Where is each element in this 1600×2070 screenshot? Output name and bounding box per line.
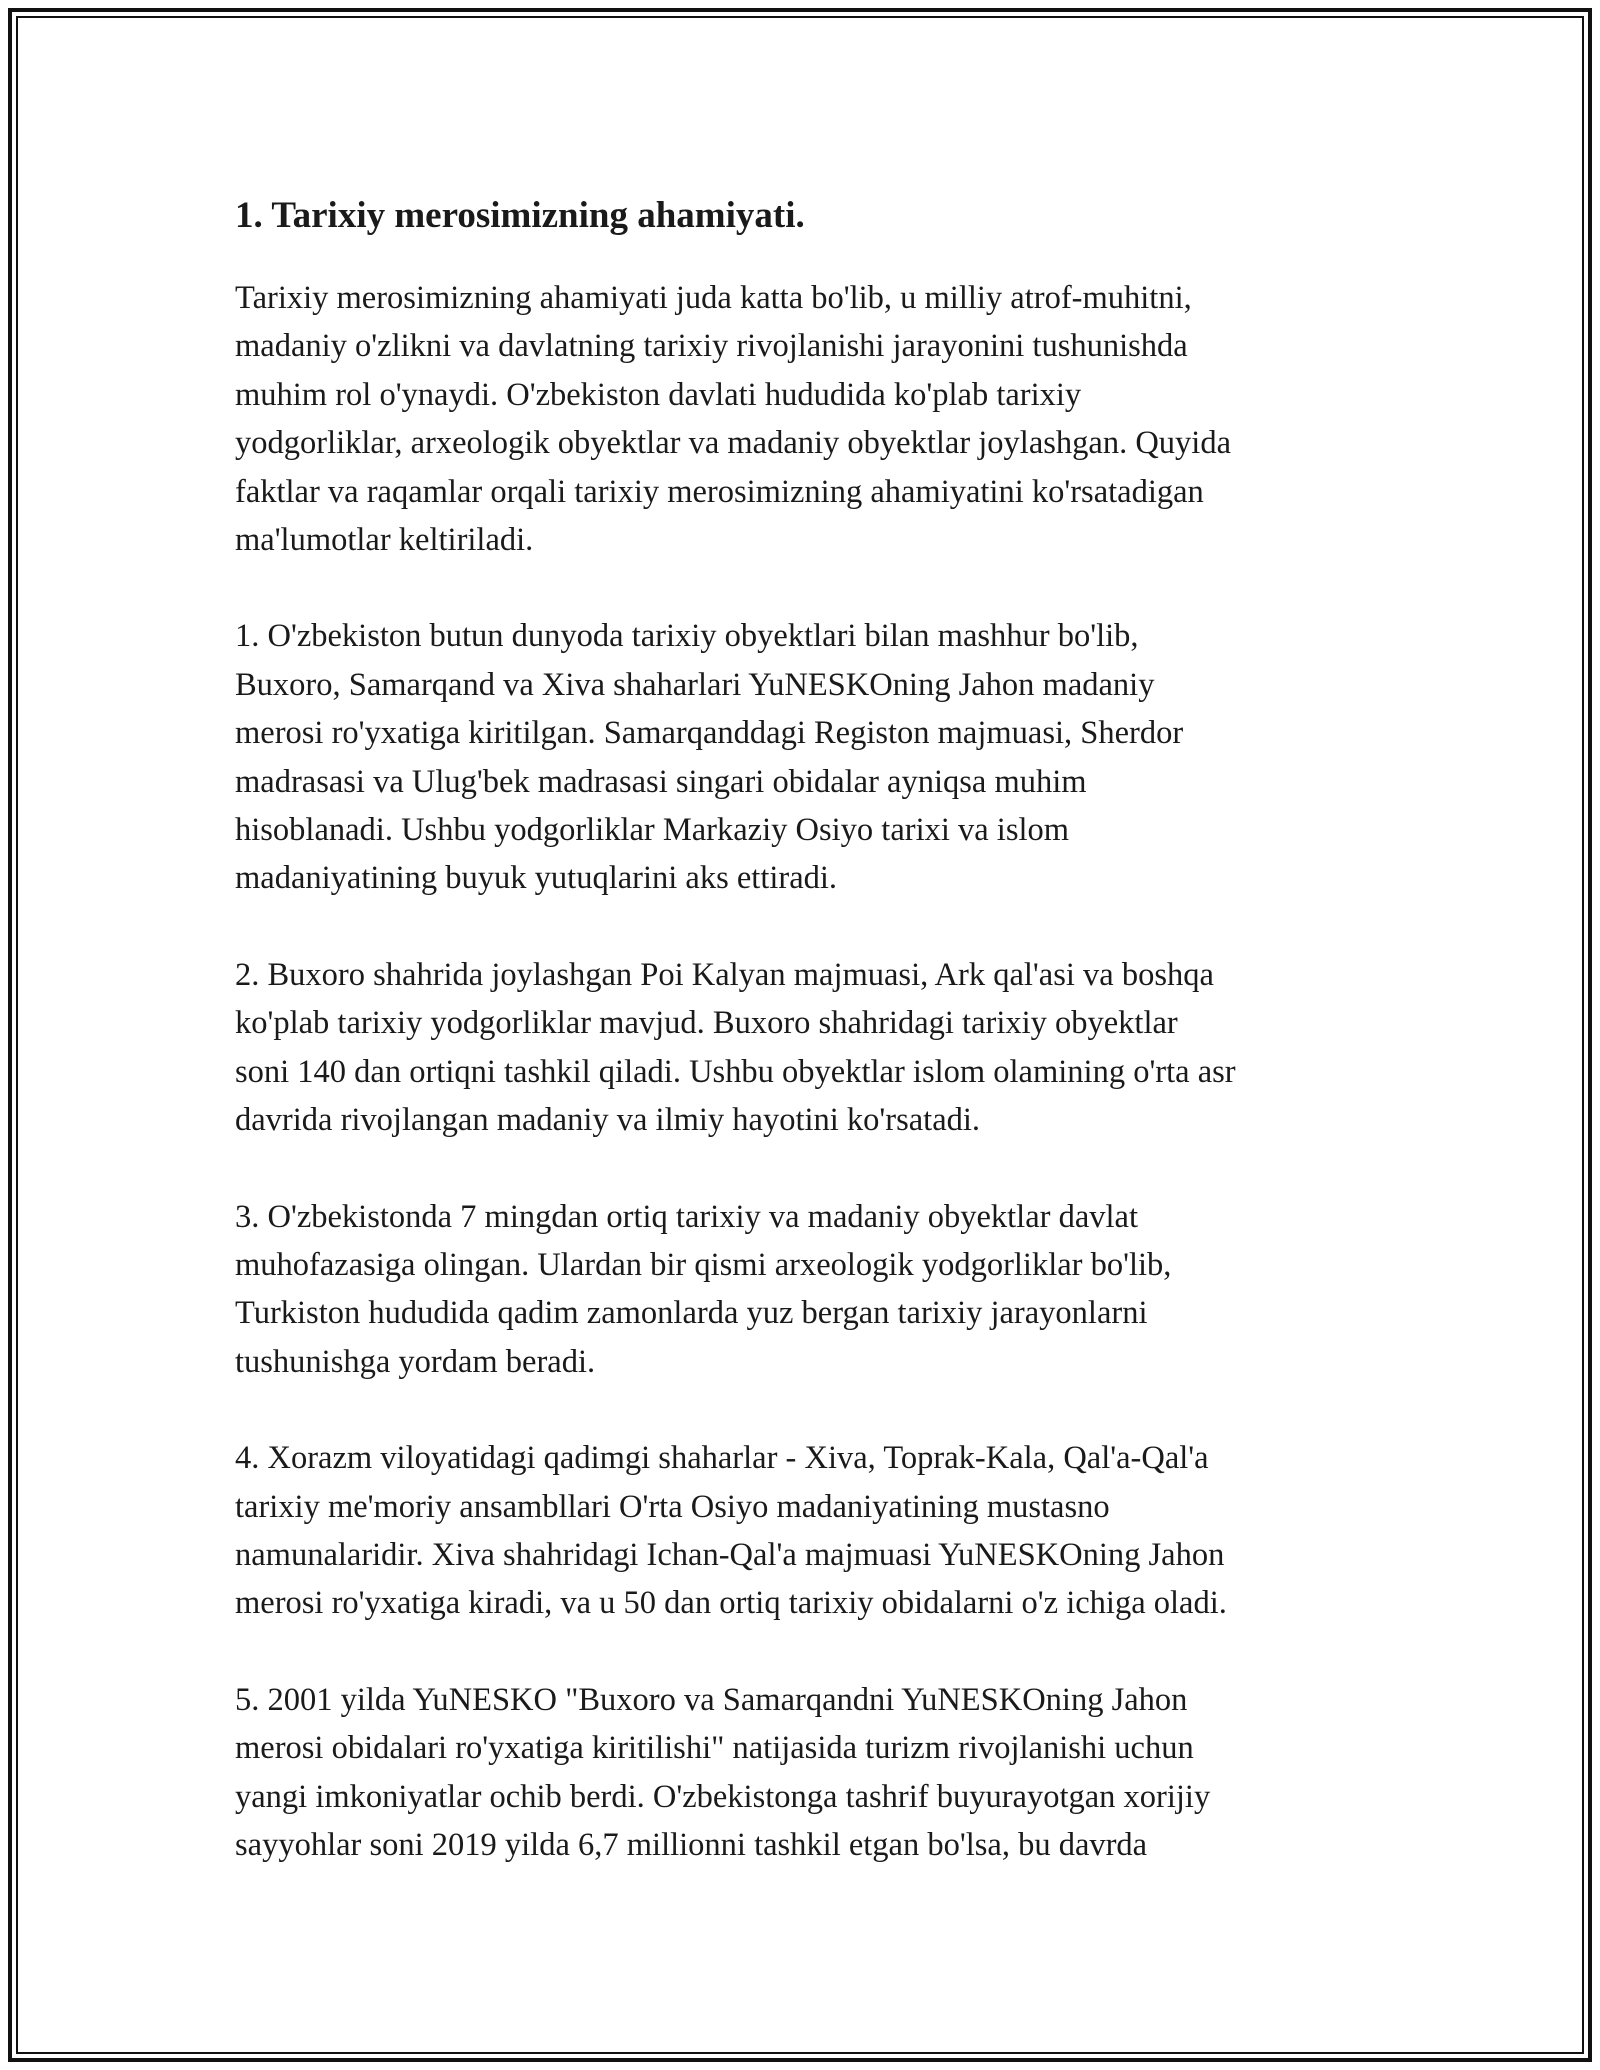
fact-paragraph-4: 4. Xorazm viloyatidagi qadimgi shaharlar - Xiva, Toprak-Kala, Qal'a-Qal'a tarixiy me'moriy ansambllari O'rta Osiyo madaniyatining mustasno namunalaridir. Xiva shahridagi Ichan-Qal'a majmuasi YuNESKOning Jahon merosi ro'yxatiga kiradi, va u 50 dan ortiq tarixiy obidalarni o'z ichiga oladi.	[235, 1440, 1227, 1622]
fact-paragraph-2: 2. Buxoro shahrida joylashgan Poi Kalyan majmuasi, Ark qal'asi va boshqa ko'plab tarixiy yodgorliklar mavjud. Buxoro shahridagi tarixiy obyektlar soni 140 dan ortiqni tashkil qiladi. Ushbu obyektlar islom olamining o'rta asr davrida rivojlangan madaniy va ilmiy hayotini ko'rsatadi.	[235, 956, 1236, 1139]
section-heading: 1. Tarixiy merosimizning ahamiyati.	[235, 195, 805, 236]
document-body	[235, 186, 1365, 1917]
fact-paragraph-1: 1. O'zbekiston butun dunyoda tarixiy obyektlari bilan mashhur bo'lib, Buxoro, Samarqand va Xiva shaharlari YuNESKOning Jahon madaniy merosi ro'yxatiga kiritilgan. Samarqanddagi Registon majmuasi, Sherdor madrasasi va Ulug'bek madrasasi singari obidalar ayniqsa muhim hisoblanadi. Ushbu yodgorliklar Markaziy Osiyo tarixi va islom madaniyatining buyuk yutuqlarini aks ettiradi.	[235, 618, 1184, 897]
fact-paragraph-3: 3. O'zbekistonda 7 mingdan ortiq tarixiy va madaniy obyektlar davlat muhofazasiga olingan. Ulardan bir qismi arxeologik yodgorliklar bo'lib, Turkiston hududida qadim zamonlarda yuz bergan tarixiy jarayonlarni tushunishga yordam beradi.	[235, 1198, 1172, 1380]
fact-paragraph-5: 5. 2001 yilda YuNESKO "Buxoro va Samarqandni YuNESKOning Jahon merosi obidalari ro'yxatiga kiritilishi" natijasida turizm rivojlanishi uchun yangi imkoniyatlar ochib berdi. O'zbekistonga tashrif buyurayotgan xorijiy sayyohlar soni 2019 yilda 6,7 millionni tashkil etgan bo'lsa, bu davrda	[235, 1681, 1211, 1863]
intro-paragraph: Tarixiy merosimizning ahamiyati juda katta bo'lib, u milliy atrof-muhitni, madaniy o'zlikni va davlatning tarixiy rivojlanishi jarayonini tushunishda muhim rol o'ynaydi. O'zbekiston davlati hududida ko'plab tarixiy yodgorliklar, arxeologik obyektlar va madaniy obyektlar joylashgan. Quyida faktlar va raqamlar orqali tarixiy merosimizning ahamiyatini ko'rsatadigan ma'lumotlar keltiriladi.	[235, 280, 1231, 559]
